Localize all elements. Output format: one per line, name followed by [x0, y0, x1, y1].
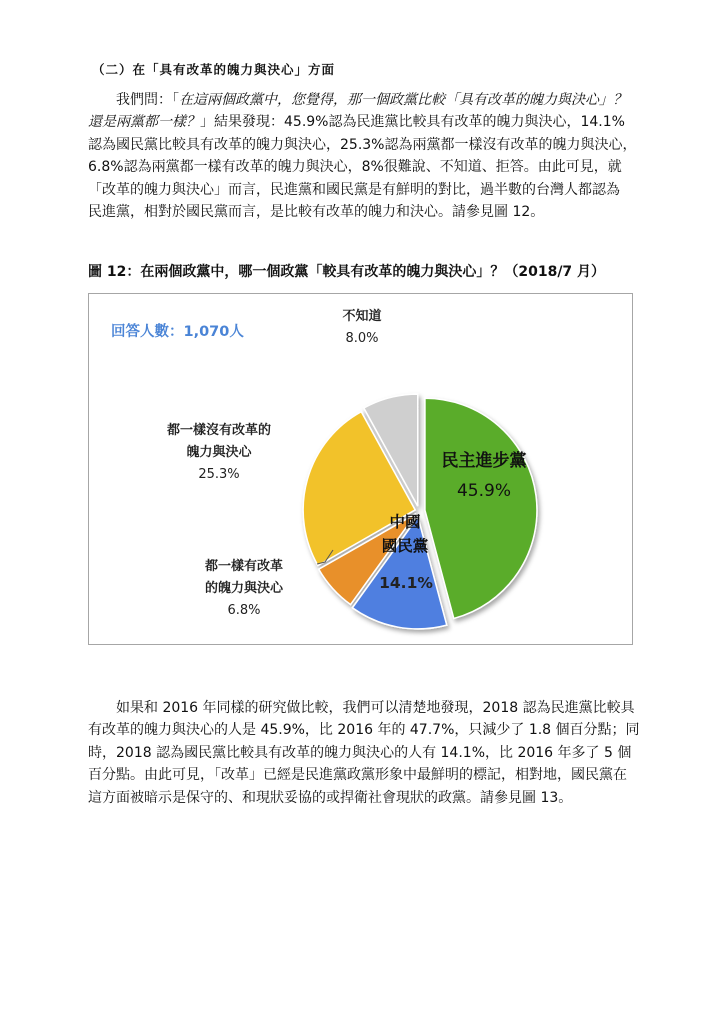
label-same-no-line1: 都一樣沒有改革的: [166, 423, 271, 438]
label-same-yes: [189, 556, 299, 622]
label-dpp-name: 民主進步黨: [441, 451, 527, 471]
paragraph-line: 6.8%認為兩黨都一樣有改革的魄力與決心，8%很難說、不知道、拒答。由此可見，就: [88, 159, 622, 176]
respondent-count: 回答人數：1,070人: [111, 324, 244, 340]
question-text-end: 還是兩黨都一樣？: [88, 114, 200, 131]
paragraph-comparison: [88, 697, 640, 809]
label-dpp-pct: 45.9%: [456, 481, 511, 501]
pie-chart-frame: [88, 293, 633, 645]
label-same-no: [149, 420, 289, 486]
label-unknown-name: 不知道: [342, 309, 382, 324]
paragraph-line: 認為國民黨比較具有改革的魄力與決心，25.3%認為兩黨都一樣沒有改革的魄力與決心，: [88, 136, 637, 153]
paragraph-line: 這方面被暗示是保守的、和現狀妥協的或捍衛社會現狀的政黨。請參見圖 13。: [88, 789, 573, 806]
question-prefix: 我們問：「: [116, 92, 179, 108]
figure-caption: 圖 12：在兩個政黨中，哪一個政黨「較具有改革的魄力與決心」？（2018/7 月）: [88, 264, 606, 280]
label-same-yes-line1: 都一樣有改革: [204, 559, 283, 574]
label-same-yes-line2: 的魄力與決心: [204, 581, 283, 596]
label-kmt-line2: 國民黨: [381, 537, 429, 555]
paragraph-line: 時，2018 認為國民黨比較具有改革的魄力與決心的人有 14.1%，比 2016 年多了 5 個: [88, 744, 632, 761]
label-kmt-pct: 14.1%: [379, 574, 433, 592]
label-kmt-line1: 中國: [389, 513, 421, 531]
label-same-no-line2: 魄力與決心: [186, 445, 252, 460]
label-same-yes-pct: 6.8%: [227, 603, 261, 618]
paragraph-line: 「改革的魄力與決心」而言，民進黨和國民黨是有鮮明的對比，過半數的台灣人都認為: [88, 181, 620, 198]
label-dpp: [429, 446, 539, 506]
section-heading: （二）在「具有改革的魄力與決心」方面: [92, 62, 336, 77]
label-kmt: [369, 510, 441, 558]
label-unknown-pct: 8.0%: [345, 331, 379, 346]
paragraph-intro: [88, 89, 640, 223]
label-unknown: [332, 306, 392, 350]
paragraph-line: 民進黨，相對於國民黨而言，是比較有改革的魄力和決心。請參見圖 12。: [88, 203, 545, 220]
pie-slice-dpp: [425, 398, 537, 618]
paragraph-line: [88, 89, 640, 111]
question-text: 在這兩個政黨中，您覺得，那一個政黨比較「具有改革的魄力與決心」？: [179, 92, 627, 108]
paragraph-line: 如果和 2016 年同樣的研究做比較，我們可以清楚地發現，2018 認為民進黨比較具: [116, 700, 635, 716]
paragraph-line: 有改革的魄力與決心的人是 45.9%，比 2016 年的 47.7%，只減少了 1.8 個百分點；同: [88, 722, 640, 739]
label-same-no-pct: 25.3%: [198, 467, 240, 482]
result-text: 」結果發現：45.9%認為民進黨比較具有改革的魄力與決心，14.1%: [200, 114, 625, 131]
paragraph-line: 百分點。由此可見，「改革」已經是民進黨政黨形象中最鮮明的標記，相對地，國民黨在: [88, 767, 627, 784]
paragraph-line: [88, 111, 640, 133]
